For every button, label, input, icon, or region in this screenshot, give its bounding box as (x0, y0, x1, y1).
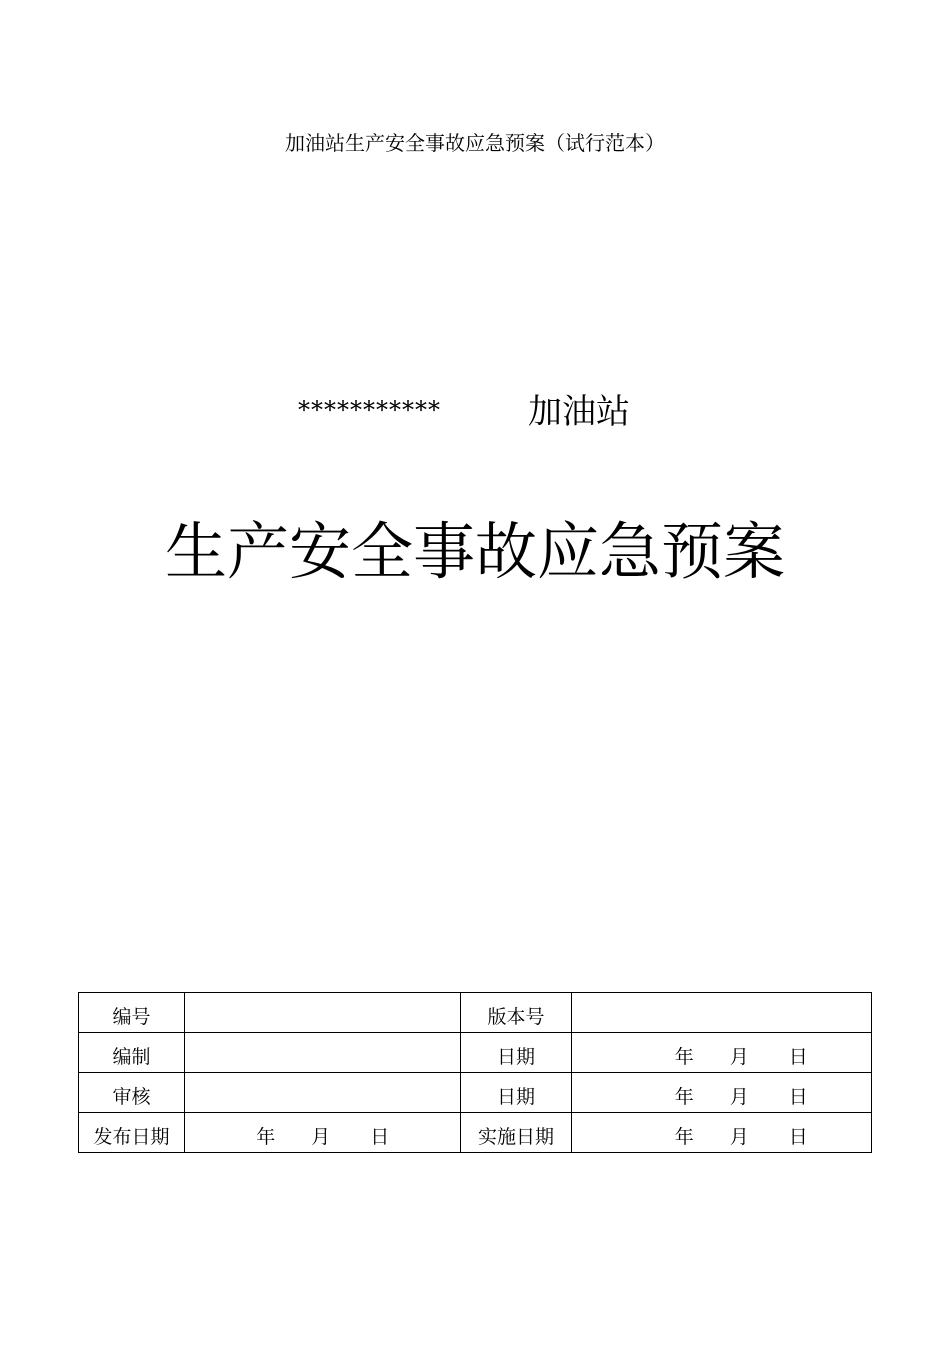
version-label: 版本号 (461, 993, 571, 1033)
day-label: 日 (788, 1086, 808, 1108)
table-row (79, 1073, 872, 1113)
prepared-by-value[interactable] (185, 1033, 461, 1073)
table-row (79, 1113, 872, 1153)
year-label: 年 (256, 1126, 276, 1148)
main-title: 生产安全事故应急预案 (164, 515, 785, 588)
release-date-value[interactable] (185, 1113, 461, 1153)
number-label: 编号 (79, 993, 185, 1033)
reviewed-by-value[interactable] (185, 1073, 461, 1113)
year-label: 年 (674, 1086, 694, 1108)
document-subtitle: 加油站生产安全事故应急预案（试行范本） (285, 131, 665, 155)
month-label: 月 (729, 1086, 749, 1108)
prepared-date-value[interactable] (571, 1033, 871, 1073)
month-label: 月 (729, 1046, 749, 1068)
year-label: 年 (674, 1046, 694, 1068)
prepared-by-label: 编制 (79, 1033, 185, 1073)
effective-date-value[interactable] (571, 1113, 871, 1153)
month-label: 月 (311, 1126, 331, 1148)
day-label: 日 (370, 1126, 390, 1148)
day-label: 日 (788, 1126, 808, 1148)
reviewed-by-label: 审核 (79, 1073, 185, 1113)
date-label: 日期 (461, 1033, 571, 1073)
year-label: 年 (674, 1126, 694, 1148)
table-row (79, 993, 872, 1033)
document-info-table (78, 992, 872, 1153)
reviewed-date-value[interactable] (571, 1073, 871, 1113)
station-name-placeholder: *********** (298, 396, 441, 424)
table-row (79, 1033, 872, 1073)
station-name: 加油站 (528, 392, 630, 432)
release-date-label: 发布日期 (79, 1113, 185, 1153)
number-value[interactable] (185, 993, 461, 1033)
station-line (0, 390, 950, 440)
day-label: 日 (788, 1046, 808, 1068)
date-label: 日期 (461, 1073, 571, 1113)
version-value[interactable] (571, 993, 871, 1033)
effective-date-label: 实施日期 (461, 1113, 571, 1153)
month-label: 月 (729, 1126, 749, 1148)
